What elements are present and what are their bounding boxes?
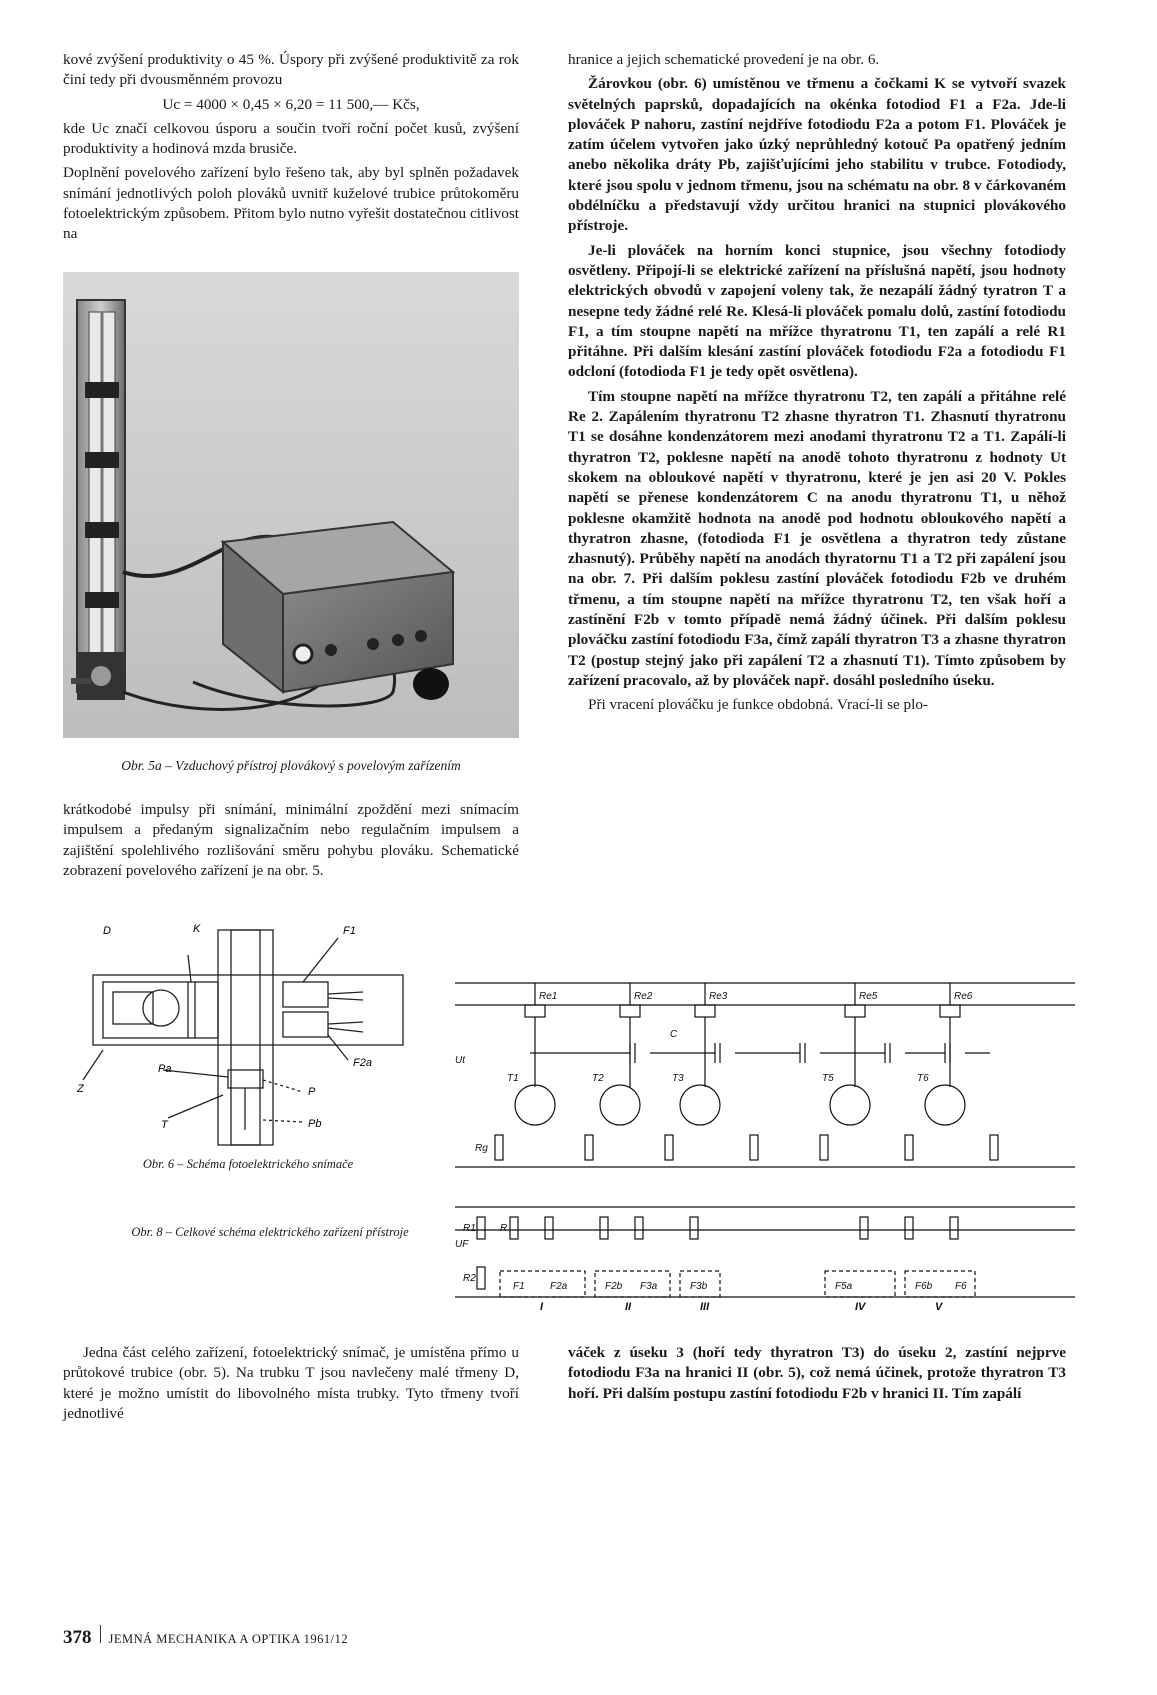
label-Pa: Pa <box>158 1063 172 1075</box>
relay-label: Re5 <box>859 991 878 1002</box>
left-column-top <box>63 50 519 249</box>
photodiode-label: F2a <box>550 1281 568 1292</box>
label-D: D <box>103 925 111 937</box>
photodiode-label: F5a <box>835 1281 853 1292</box>
photodiode-label: F1 <box>513 1281 525 1292</box>
photo-instrument-illustration <box>63 272 519 738</box>
figure-5a-photo <box>63 272 519 738</box>
label-F2a: F2a <box>353 1057 372 1069</box>
paragraph: Při vracení plováčku je funkce obdobná. Vrací-li se plo- <box>588 696 928 714</box>
paragraph: Žárovkou (obr. 6) umístěnou ve třmenu a čočkami K se vytvoří svazek světelných paprsků, dopadajících na okénka fotodiod F1 a F2a. Jde-li plováček P nahoru, zastíní nejdříve fotodiodu F2a a potom F1. Plováček je zatím účelem vytvořen jako úzký neprůhledný kotouč Pa opatřený jedním anebo několika dráty Pb, zajišťujícími jeho stabilitu v trubce. Fotodiody, které jsou spolu v jednom třmenu, jsou na schématu na obr. 8 v čárkovaném obdélníčku a představují vždy určitou hranici na stupnici plovákového přístroje. <box>568 75 1066 235</box>
footer-divider <box>100 1625 101 1643</box>
paragraph: hranice a jejich schematické provedení je na obr. 6. <box>568 51 880 68</box>
photodiode-label: F3a <box>640 1281 658 1292</box>
ut-label: Ut <box>455 1055 465 1066</box>
uf-label: UF <box>455 1239 469 1250</box>
relay-label: Re6 <box>954 991 973 1002</box>
thyratron-label: T1 <box>507 1073 519 1084</box>
relay-label: Re2 <box>634 991 653 1002</box>
figure-5a-caption: Obr. 5a – Vzduchový přístroj plovákový s povelovým zařízením <box>121 758 461 773</box>
section-label: II <box>625 1301 632 1310</box>
figure-6-caption: Obr. 6 – Schéma fotoelektrického snímače <box>142 1157 354 1171</box>
photodiode-label: F2b <box>605 1281 623 1292</box>
figure-8-circuit <box>445 975 1085 1310</box>
rg-label: Rg <box>475 1143 488 1154</box>
paragraph: Doplnění povelového zařízení bylo řešeno tak, aby byl splněn požadavek snímání jednotlivých poloh plováků uvnitř kuželové trubice průtokoměru fotoelektrickým způsobem. Přitom bylo nutno vyřešit dostatečnou citlivost na <box>63 164 519 243</box>
bottom-right-column <box>568 1343 1066 1408</box>
section-label: III <box>700 1301 710 1310</box>
label-Pb: Pb <box>308 1118 322 1130</box>
label-P: P <box>308 1086 316 1098</box>
section-label: I <box>540 1301 544 1310</box>
paragraph: krátkodobé impulsy při snímání, minimální zpoždění mezi snímacím impulsem a předaným signalizačním nebo regulačním impulsem a zajištění spolehlivého rozlišování směru pohybu plováku. Schematické zobrazení povelového zařízení je na obr. 5. <box>63 801 519 879</box>
r-label: R <box>500 1223 508 1234</box>
r2-label: R2 <box>463 1273 476 1284</box>
photodiode-label: F3b <box>690 1281 708 1292</box>
page-number: 378 <box>63 1627 92 1648</box>
relay-label: Re3 <box>709 991 728 1002</box>
page-footer <box>63 1625 348 1649</box>
capacitor-label: C <box>670 1029 678 1040</box>
equation: Uc = 4000 × 0,45 × 6,20 = 11 500,— Kčs, <box>162 95 420 113</box>
thyratron-label: T3 <box>672 1073 684 1084</box>
paragraph: Tím stoupne napětí na mřížce thyratronu T2, ten zapálí a přitáhne relé Re 2. Zapálením thyratronu T2 zhasne thyratron T1. Zhasnutí thyratronu T1 se dosáhne kondenzátorem mezi anodami thyratronu T2 a T1. Zapálí-li thyratron T2, poklesne napětí na anodě tohoto thyratronu z hodnoty Ut skokem na obloukové napětí v thyratronu, které je jen asi 20 V. Pokles napětí se přenese kondenzátorem C na anodu thyratronu T1, u něhož poklesne okamžitě hodnota na anodě pod hodnotu obloukového napětí a thyratron zhasne, (fotodioda F1 je osvětlena a thyratron tedy zůstane zhasnutý). Průběhy napětí na anodách thyratornu T1 a T2 při zapálení jsou na obr. 7. Při dalším poklesu zastíní plováček fotodiodu F2b ve druhém třmenu, a tím stoupne napětí na mřížce thyratronu T2, ten však hoří a zastínění F2b v tomto případě nemá žádný účinek. Při dalším poklesu plováčku zastíní fotodiodu F3a, čímž zapálí thyratron T3 a zhasne thyratron T2 (postup stejný jako při zapálení T2 a zhasnutí T1). Tímto způsobem by zařízení pracovalo, až by plováček např. dosáhl posledního úseku. <box>568 387 1066 689</box>
figure-8-caption: Obr. 8 – Celkové schéma elektrického zařízení přístroje <box>131 1225 409 1239</box>
bottom-left-column <box>63 1343 519 1428</box>
section-label: V <box>935 1301 943 1310</box>
paragraph: Je-li plováček na horním konci stupnice, jsou všechny fotodiody osvětleny. Připojí-li se elektrické zařízení na příslušná napětí, jsou hodnoty elektrických obvodů v zapojení voleny tak, že nezapálí žádný tyratron T a nesepne tedy žádné relé Re. Klesá-li plováček pomalu dolů, zastíní fotodiodu F1, a tím stoupne napětí na mřížce thyratronu T1, ten zapálí a relé R1 přitáhne. Při dalším klesání zastíní plováček fotodiodu F2a a fotodiodu F1 odcloní (fotodioda F1 je tedy opět osvětlena). <box>568 241 1066 381</box>
left-column-bottom <box>63 800 519 885</box>
label-T: T <box>161 1119 168 1131</box>
right-column-top <box>568 50 1066 720</box>
thyratron-label: T5 <box>822 1073 834 1084</box>
section-label: IV <box>855 1301 866 1310</box>
photodiode-label: F6 <box>955 1281 967 1292</box>
paragraph: kde Uc značí celkovou úsporu a součin tvoří roční počet kusů, zvýšení produktivity a hodinová mzda brusiče. <box>63 119 519 158</box>
thyratron-label: T2 <box>592 1073 604 1084</box>
paragraph: Jedna část celého zařízení, fotoelektrický snímač, je umístěna přímo u průtokové trubice (obr. 5). Na trubku T jsou navlečeny malé třmeny D, které je možno umístit do libovolného místa trubky. Tyto třmeny tvoří jednotlivé <box>63 1344 519 1422</box>
figure-6-schematic <box>63 920 433 1150</box>
label-K: K <box>193 923 201 935</box>
r1-label: R1 <box>463 1223 476 1234</box>
relay-label: Re1 <box>539 991 558 1002</box>
label-Z: Z <box>77 1083 84 1095</box>
journal-name: JEMNÁ MECHANIKA A OPTIKA 1961/12 <box>108 1632 349 1646</box>
paragraph: kové zvýšení produktivity o 45 %. Úspory při zvýšené produktivitě za rok činí tedy při dvousměnném provozu <box>63 51 519 89</box>
photodiode-label: F6b <box>915 1281 933 1292</box>
label-F1: F1 <box>343 925 356 937</box>
thyratron-label: T6 <box>917 1073 929 1084</box>
paragraph: váček z úseku 3 (hoří tedy thyratron T3) do úseku 2, zastíní nejprve fotodiodu F3a na hranici II (obr. 5), což nemá účinek, protože thyratron T3 hoří. Při dalším postupu zastíní fotodiodu F2b v hranici II. Tím zapálí <box>568 1344 1066 1402</box>
